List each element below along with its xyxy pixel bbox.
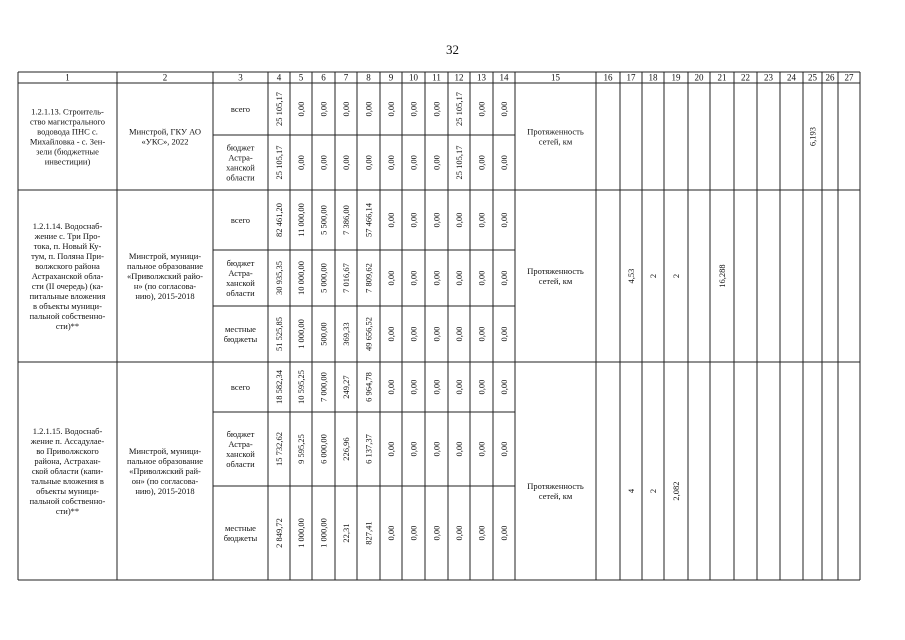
indicator-value-col-19: 2 [671,273,681,279]
funding-value: 0,00 [454,270,464,286]
header-cell-13: 13 [477,72,486,83]
funding-value: 0,00 [454,441,464,457]
header-cell-9: 9 [388,72,394,83]
funding-source: всего [230,215,251,225]
indicator-value-col-18: 2 [648,273,658,279]
executor: н» (по согласова- [133,281,197,291]
funding-value: 0,00 [386,441,396,457]
funding-value: 0,00 [386,525,396,541]
funding-value: 0,00 [454,525,464,541]
funding-value: 0,00 [408,525,419,541]
funding-source: Астра- [228,268,253,278]
funding-source: области [226,288,255,298]
funding-value: 0,00 [296,101,306,117]
indicator-label: Протяженность [527,126,584,137]
funding-value: 0,00 [431,379,442,395]
header-cell-18: 18 [648,72,658,83]
header-cell-23: 23 [764,72,773,83]
funding-source: местные [225,324,256,334]
funding-value: 0,00 [386,270,396,286]
funding-source: местные [225,523,256,533]
executor: нию), 2015-2018 [135,486,195,496]
funding-value: 2 849,72 [274,518,284,548]
funding-value: 0,00 [408,155,419,170]
header-cell-27: 27 [844,72,854,83]
measure-name: жение с. Три Про- [34,231,101,241]
funding-value: 57 466,14 [363,203,374,237]
measure-name: питальные вложения [29,291,106,301]
header-cell-7: 7 [343,72,349,83]
indicator-value-col-21: 16,288 [717,264,727,288]
funding-value: 0,00 [363,101,374,117]
executor: «Приволжский райо- [126,271,204,281]
funding-value: 9 595,25 [296,434,306,464]
funding-value: 49 656,52 [363,317,374,351]
funding-value: 10 000,00 [296,261,306,295]
measure-name: 1.2.1.13. Строитель- [31,106,104,117]
header-cell-11: 11 [432,72,441,83]
funding-source: Астра- [228,439,253,449]
funding-source: Астра- [228,152,253,163]
header-cell-16: 16 [603,72,613,83]
funding-value: 0,00 [408,379,419,395]
measure-name: тум, п. Поляна При- [31,251,104,261]
funding-value: 0,00 [318,101,329,117]
funding-value: 0,00 [408,270,419,286]
funding-value: 0,00 [476,270,487,286]
funding-value: 30 935,35 [274,261,284,295]
funding-value: 15 732,62 [274,432,284,466]
measure-name: района, Астрахан- [34,456,101,466]
measure-name: ской области (капи- [31,466,104,476]
measure-name: сти (II очередь) (ка- [31,281,104,291]
measure-name: жение п. Ассадулае- [30,436,105,446]
funding-value: 0,00 [431,525,442,541]
indicator-label: сетей, км [538,136,573,147]
header-cell-14: 14 [499,72,509,83]
funding-value: 0,00 [386,379,396,395]
funding-source: области [226,459,255,469]
measure-name: волжского района [35,261,100,271]
measure-name: тальные вложения в [31,476,104,486]
measure-name: пальной собственно- [29,311,106,321]
funding-value: 0,00 [318,155,329,170]
funding-value: 82 461,20 [274,203,284,237]
funding-value: 0,00 [499,270,509,286]
measure-name: водовода ПНС с. [37,126,98,137]
funding-value: 0,00 [431,212,442,228]
funding-source: всего [230,382,251,392]
funding-value: 0,00 [499,212,509,228]
funding-value: 0,00 [499,101,509,117]
funding-value: 0,00 [476,101,487,117]
funding-source: всего [230,104,251,114]
funding-value: 7 809,62 [363,263,374,293]
measure-name: объекты муници- [36,486,99,496]
funding-value: 0,00 [476,441,487,457]
funding-value: 500,00 [318,322,329,346]
header-cell-15: 15 [551,72,560,83]
funding-value: 0,00 [454,379,464,395]
funding-value: 226,96 [341,437,351,461]
header-cell-10: 10 [409,72,418,83]
funding-value: 0,00 [499,155,509,170]
funding-value: 51 525,85 [274,317,284,351]
measure-name: 1.2.1.15. Водоснаб- [32,426,103,436]
page-number: 32 [446,42,459,57]
funding-value: 0,00 [431,441,442,457]
funding-value: 369,33 [341,322,351,346]
funding-value: 827,41 [363,521,374,545]
measure-name: 1.2.1.14. Водоснаб- [32,221,103,231]
funding-value: 0,00 [341,155,351,170]
funding-source: бюджет [226,142,255,153]
executor: Минстрой, муници- [128,446,202,456]
indicator-label: Протяженность [527,481,584,491]
funding-source: ханской [226,449,255,459]
funding-value: 1 000,00 [296,518,306,548]
measure-name: тока, п. Новый Ку- [33,241,102,251]
executor: нию), 2015-2018 [135,291,195,301]
executor: Минстрой, муници- [128,251,202,261]
funding-value: 0,00 [499,525,509,541]
funding-value: 11 000,00 [296,203,306,237]
funding-value: 0,00 [476,379,487,395]
indicator-value-col-19: 2,082 [671,481,681,501]
funding-value: 0,00 [408,326,419,342]
measure-name: инвестиции) [44,156,91,167]
funding-value: 0,00 [454,212,464,228]
funding-value: 0,00 [499,379,509,395]
header-cell-17: 17 [626,72,636,83]
header-cell-2: 2 [162,72,168,83]
executor: он» (по согласова- [131,476,199,486]
measure-name: ство магистрального [29,116,106,127]
funding-value: 0,00 [476,155,487,170]
funding-value: 7 016,67 [341,263,351,293]
funding-value: 0,00 [476,525,487,541]
funding-value: 0,00 [431,101,442,117]
funding-value: 0,00 [499,441,509,457]
funding-value: 6 964,78 [363,372,374,402]
measure-name: пальной собственно- [29,496,106,506]
funding-value: 249,27 [341,375,351,399]
executor: Минстрой, ГКУ АО [129,126,201,137]
funding-source: бюджеты [223,334,258,344]
funding-value: 5 000,00 [318,263,329,293]
measure-name: зели (бюджетные [36,146,99,157]
funding-value: 0,00 [363,155,374,170]
funding-source: бюджеты [223,533,258,543]
indicator-label: сетей, км [538,491,573,501]
funding-value: 22,31 [341,523,351,543]
header-cell-4: 4 [276,72,282,83]
header-cell-6: 6 [321,72,326,83]
funding-value: 0,00 [476,212,487,228]
funding-value: 25 105,17 [274,145,284,180]
funding-value: 25 105,17 [274,92,284,126]
funding-value: 7 386,00 [341,205,351,235]
measure-name: сти)** [55,321,80,331]
funding-value: 0,00 [386,326,396,342]
header-cell-19: 19 [671,72,681,83]
header-cell-3: 3 [238,72,243,83]
header-cell-8: 8 [366,72,371,83]
funding-value: 0,00 [431,270,442,286]
funding-value: 0,00 [386,101,396,117]
funding-value: 5 500,00 [318,205,329,235]
executor: пальное образование [126,456,204,466]
funding-value: 25 105,17 [454,92,464,126]
indicator-value-col-17: 4 [626,488,636,494]
header-cell-22: 22 [741,72,750,83]
executor: «УКС», 2022 [141,136,189,147]
funding-value: 0,00 [454,326,464,342]
measure-name: сти)** [55,506,80,516]
measure-name: Астраханской обла- [31,271,104,281]
executor: «Приволжский рай- [129,466,201,476]
funding-source: бюджет [226,429,255,439]
funding-value: 0,00 [431,155,442,170]
funding-value: 7 000,00 [318,372,329,402]
funding-value: 0,00 [431,326,442,342]
header-cell-25: 25 [808,72,817,83]
funding-value: 0,00 [386,212,396,228]
funding-source: ханской [226,278,255,288]
funding-value: 0,00 [408,101,419,117]
funding-source: ханской [226,162,255,173]
funding-value: 25 105,17 [454,145,464,180]
header-cell-5: 5 [298,72,304,83]
header-cell-20: 20 [694,72,704,83]
funding-value: 6 137,37 [363,434,374,464]
funding-value: 0,00 [296,155,306,170]
header-cell-12: 12 [454,72,464,83]
funding-value: 0,00 [408,441,419,457]
funding-value: 10 595,25 [296,370,306,404]
executor: пальное образование [126,261,204,271]
funding-value: 1 000,00 [296,319,306,349]
measure-name: во Приволжского [36,446,99,456]
funding-value: 6 000,00 [318,434,329,464]
indicator-value-col-18: 2 [648,488,658,494]
funding-value: 0,00 [408,212,419,228]
funding-value: 1 000,00 [318,518,329,548]
funding-source: бюджет [226,258,255,268]
indicator-value-col-17: 4,53 [626,268,636,284]
funding-source: области [226,172,255,183]
indicator-value-col-25: 6,193 [807,126,818,147]
measure-name: Михайловка - с. Зен- [29,136,106,147]
header-cell-24: 24 [787,72,796,83]
funding-value: 0,00 [499,326,509,342]
indicator-label: сетей, км [538,276,573,286]
indicator-label: Протяженность [527,266,584,276]
funding-value: 0,00 [341,101,351,117]
funding-value: 18 582,34 [274,370,284,404]
funding-value: 0,00 [386,155,396,170]
measure-name: в объекты муници- [33,301,102,311]
header-cell-26: 26 [825,72,835,83]
funding-value: 0,00 [476,326,487,342]
header-cell-1: 1 [65,72,70,83]
header-cell-21: 21 [717,72,727,83]
